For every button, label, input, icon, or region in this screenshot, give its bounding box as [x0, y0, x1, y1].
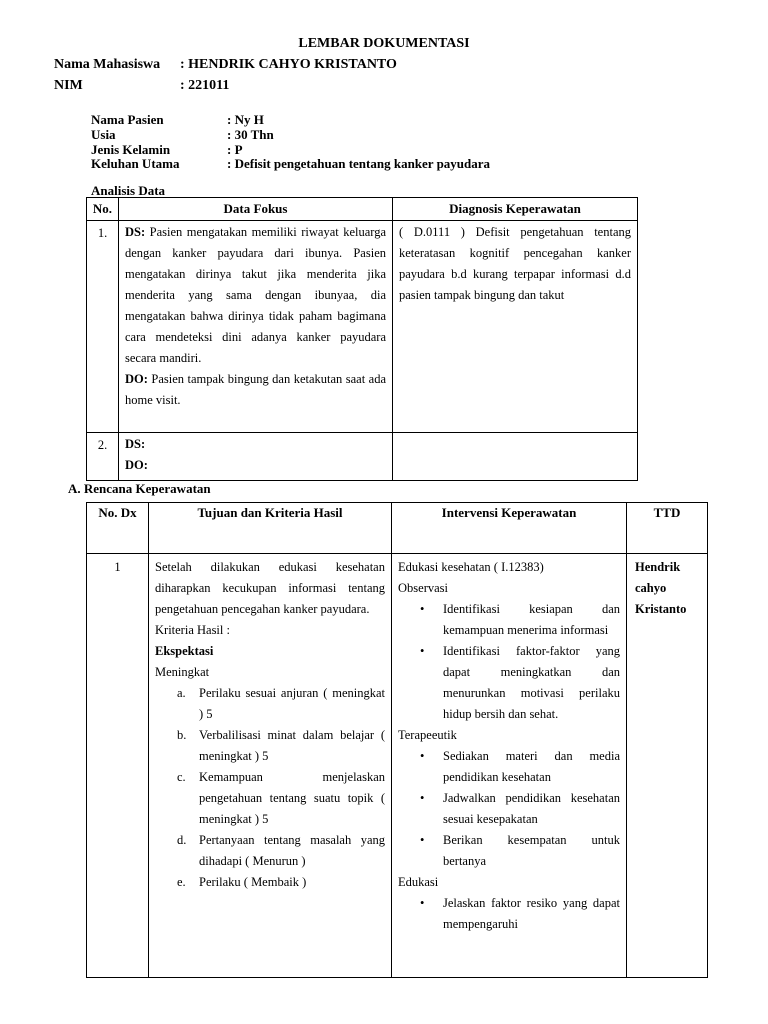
row-2-diagnosis — [393, 433, 638, 481]
patient-gender-label: Jenis Kelamin — [91, 142, 171, 157]
plan-goal-cell — [149, 554, 392, 978]
expectation-label: Ekspektasi — [155, 644, 214, 658]
plan-intervention-cell — [392, 554, 627, 978]
criteria-text: Verbalilisasi minat dalam belajar ( meningkat ) 5 — [199, 728, 385, 763]
header-no: No. — [87, 198, 119, 221]
edukasi-label: Edukasi — [398, 875, 439, 889]
criteria-item — [155, 767, 385, 830]
patient-age-value: : 30 Thn — [227, 127, 274, 142]
criteria-list — [155, 683, 385, 893]
criteria-marker: c. — [177, 770, 186, 784]
criteria-text: Pertanyaan tentang masalah yang dihadapi ( Menurun ) — [199, 833, 385, 868]
terapeutik-text: Berikan kesempatan untuk bertanya — [443, 833, 620, 868]
bullet-icon: • — [420, 833, 425, 847]
patient-name-label: Nama Pasien — [91, 112, 164, 127]
bullet-icon: • — [420, 896, 425, 910]
criteria-item — [155, 683, 385, 725]
header-intervensi: Intervensi Keperawatan — [392, 503, 627, 554]
terapeutik-list — [398, 746, 620, 872]
criteria-label: Kriteria Hasil : — [155, 623, 230, 637]
observasi-item — [398, 641, 620, 725]
terapeutik-item — [398, 830, 620, 872]
header-no-dx: No. Dx — [87, 503, 149, 554]
criteria-item — [155, 872, 385, 893]
edukasi-list — [398, 893, 620, 935]
plan-row-1 — [87, 554, 708, 978]
criteria-item — [155, 725, 385, 767]
header-tujuan: Tujuan dan Kriteria Hasil — [149, 503, 392, 554]
goal-text: Setelah dilakukan edukasi kesehatan diharapkan kecukupan informasi tentang pengetahuan pencegahan kanker payudara. — [155, 560, 385, 616]
row-1-no: 1. — [87, 221, 119, 433]
patient-gender-value: : P — [227, 142, 243, 157]
header-data-fokus: Data Fokus — [119, 198, 393, 221]
row-1-data-fokus — [119, 221, 393, 433]
patient-age-label: Usia — [91, 127, 116, 142]
plan-table — [86, 502, 708, 978]
do-text: Pasien tampak bingung dan ketakutan saat ada home visit. — [125, 372, 386, 407]
do-block — [125, 369, 386, 411]
plan-signature-cell — [627, 554, 708, 978]
criteria-text: Kemampuan menjelaskan pengetahuan tentang suatu topik ( meningkat ) 5 — [199, 770, 385, 826]
observasi-list — [398, 599, 620, 725]
plan-row-no: 1 — [87, 554, 149, 978]
ds-label: DS: — [125, 225, 146, 239]
signature-line: Hendrik — [635, 560, 681, 574]
bullet-icon: • — [420, 602, 425, 616]
student-name-label: Nama Mahasiswa — [54, 57, 161, 72]
edukasi-item — [398, 893, 620, 935]
observasi-label: Observasi — [398, 581, 448, 595]
row-2-do-label: DO: — [125, 458, 148, 472]
edukasi-text: Jelaskan faktor resiko yang dapat mempengaruhi — [443, 896, 620, 931]
terapeutik-item — [398, 788, 620, 830]
bullet-icon: • — [420, 791, 425, 805]
criteria-text: Perilaku ( Membaik ) — [199, 875, 307, 889]
observasi-text: Identifikasi faktor-faktor yang dapat meningkatkan dan menurunkan motivasi perilaku hidup bersih dan sehat. — [443, 644, 620, 721]
student-name-value: : HENDRIK CAHYO KRISTANTO — [180, 57, 397, 72]
criteria-marker: b. — [177, 728, 187, 742]
row-2-no: 2. — [87, 433, 119, 481]
criteria-marker: a. — [177, 686, 186, 700]
criteria-marker: d. — [177, 833, 187, 847]
bullet-icon: • — [420, 644, 425, 658]
analysis-header-row — [87, 198, 638, 221]
row-1-diagnosis: ( D.0111 ) Defisit pengetahuan tentang keteratasan kognitif pencegahan kanker payudara b.d kurang terpapar informasi d.d pasien tampak bingung dan takut — [393, 221, 638, 433]
intervention-title: Edukasi kesehatan ( I.12383) — [398, 560, 544, 574]
patient-complaint-value: : Defisit pengetahuan tentang kanker payudara — [227, 156, 491, 171]
patient-complaint-label: Keluhan Utama — [91, 156, 180, 171]
terapeutik-item — [398, 746, 620, 788]
nim-value: : 221011 — [180, 78, 230, 93]
analysis-heading: Analisis Data — [91, 183, 166, 198]
criteria-text: Perilaku sesuai anjuran ( meningkat ) 5 — [199, 686, 385, 721]
signature-line: Kristanto — [635, 602, 687, 616]
observasi-text: Identifikasi kesiapan dan kemampuan menerima informasi — [443, 602, 620, 637]
header-ttd: TTD — [627, 503, 708, 554]
analysis-table — [86, 197, 638, 481]
criteria-item — [155, 830, 385, 872]
row-2-ds-label: DS: — [125, 437, 146, 451]
analysis-row-2 — [87, 433, 638, 481]
signature-line: cahyo — [635, 581, 667, 595]
row-2-data-fokus — [119, 433, 393, 481]
terapeutik-text: Jadwalkan pendidikan kesehatan sesuai kesepakatan — [443, 791, 620, 826]
plan-heading: A. Rencana Keperawatan — [68, 481, 211, 496]
criteria-marker: e. — [177, 875, 186, 889]
page-title: LEMBAR DOKUMENTASI — [298, 36, 470, 51]
terapeutik-label: Terapeeutik — [398, 728, 457, 742]
bullet-icon: • — [420, 749, 425, 763]
patient-name-value: : Ny H — [227, 112, 264, 127]
nim-label: NIM — [54, 78, 83, 93]
header-diagnosis: Diagnosis Keperawatan — [393, 198, 638, 221]
do-label: DO: — [125, 372, 148, 386]
increase-label: Meningkat — [155, 665, 210, 679]
terapeutik-text: Sediakan materi dan media pendidikan kesehatan — [443, 749, 620, 784]
plan-header-row — [87, 503, 708, 554]
ds-text: Pasien mengatakan memiliki riwayat keluarga dengan kanker payudara dari ibunya. Pasien mengatakan dirinya takut jika menderita jika menderita yang sama dengan ibunyaa, dia mengatakan bahwa dirinya tidak paham bagimana cara mendeteksi dini adanya kanker payudara secara mandiri. — [125, 225, 386, 365]
ds-block — [125, 222, 386, 369]
analysis-row-1 — [87, 221, 638, 433]
observasi-item — [398, 599, 620, 641]
